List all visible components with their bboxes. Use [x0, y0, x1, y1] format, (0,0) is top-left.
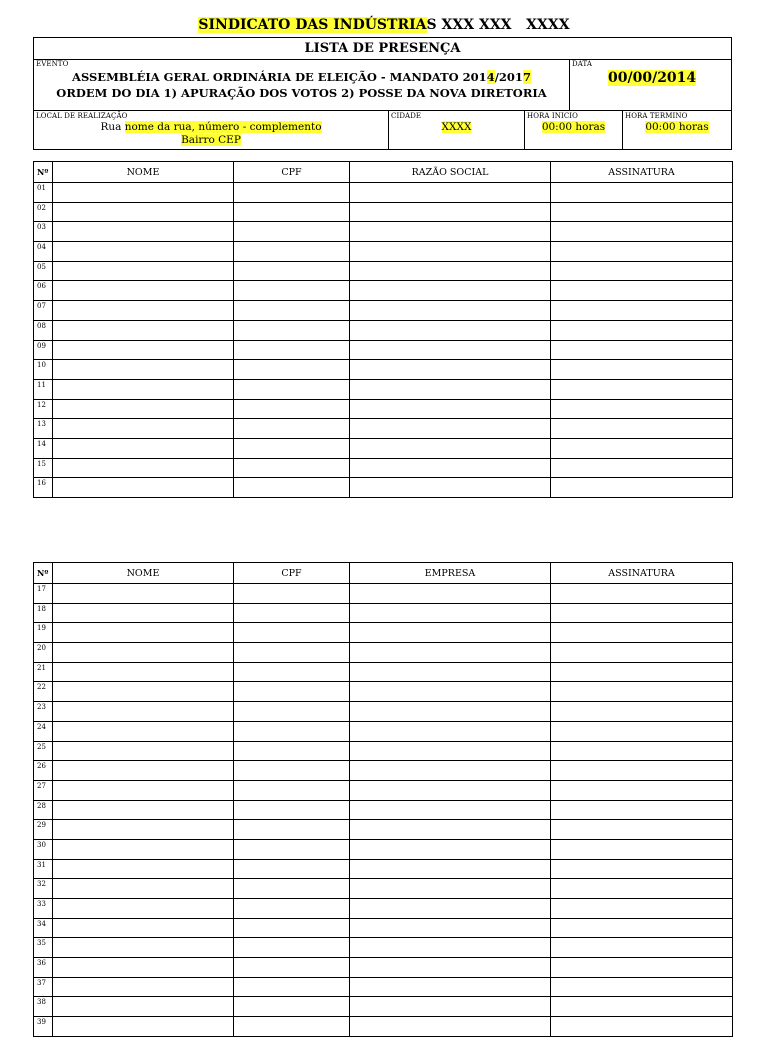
location-district	[34, 134, 388, 146]
table-row	[34, 938, 733, 958]
name-field[interactable]	[53, 438, 234, 458]
signature-field[interactable]	[551, 780, 733, 800]
signature-field[interactable]	[551, 478, 733, 498]
name-field[interactable]	[53, 997, 234, 1017]
company-field[interactable]	[350, 458, 551, 478]
signature-field[interactable]	[551, 301, 733, 321]
district-value: Bairro CEP	[181, 134, 241, 146]
company-field[interactable]	[350, 741, 551, 761]
event-label: EVENTO	[36, 60, 69, 68]
table-row	[34, 761, 733, 781]
cpf-field[interactable]	[234, 320, 350, 340]
row-number: 14	[34, 438, 53, 458]
cpf-field[interactable]	[234, 242, 350, 262]
signature-field[interactable]	[551, 438, 733, 458]
table-row	[34, 281, 733, 301]
cpf-field[interactable]	[234, 222, 350, 242]
name-field[interactable]	[53, 977, 234, 997]
signature-field[interactable]	[551, 997, 733, 1017]
cpf-field[interactable]	[234, 419, 350, 439]
signature-field[interactable]	[551, 202, 733, 222]
company-field[interactable]	[350, 261, 551, 281]
row-number: 02	[34, 202, 53, 222]
table-row	[34, 242, 733, 262]
start-time-wrap	[525, 121, 622, 133]
name-field[interactable]	[53, 183, 234, 203]
signature-field[interactable]	[551, 662, 733, 682]
table-row	[34, 584, 733, 604]
cpf-field[interactable]	[234, 800, 350, 820]
name-field[interactable]	[53, 682, 234, 702]
row-number: 05	[34, 261, 53, 281]
signature-field[interactable]	[551, 741, 733, 761]
row-number: 31	[34, 859, 53, 879]
cpf-field[interactable]	[234, 820, 350, 840]
company-field[interactable]	[350, 419, 551, 439]
name-field[interactable]	[53, 360, 234, 380]
row-number: 09	[34, 340, 53, 360]
signature-field[interactable]	[551, 859, 733, 879]
column-header-number: Nº	[34, 563, 53, 584]
name-field[interactable]	[53, 702, 234, 722]
cpf-field[interactable]	[234, 682, 350, 702]
event-cell	[34, 59, 570, 111]
name-field[interactable]	[53, 1017, 234, 1037]
signature-field[interactable]	[551, 242, 733, 262]
event-title-part2: /201	[494, 70, 523, 84]
signature-field[interactable]	[551, 761, 733, 781]
end-time-cell	[623, 111, 731, 149]
signature-field[interactable]	[551, 682, 733, 702]
street-prefix: Rua	[100, 121, 125, 133]
cpf-field[interactable]	[234, 340, 350, 360]
column-header-cpf: CPF	[234, 162, 350, 183]
company-field[interactable]	[350, 977, 551, 997]
cpf-field[interactable]	[234, 360, 350, 380]
table-row	[34, 859, 733, 879]
name-field[interactable]	[53, 222, 234, 242]
name-field[interactable]	[53, 281, 234, 301]
column-header-number: Nº	[34, 162, 53, 183]
table-row	[34, 202, 733, 222]
name-field[interactable]	[53, 301, 234, 321]
cpf-field[interactable]	[234, 879, 350, 899]
name-field[interactable]	[53, 340, 234, 360]
signature-field[interactable]	[551, 820, 733, 840]
company-field[interactable]	[350, 603, 551, 623]
table-row	[34, 721, 733, 741]
cpf-field[interactable]	[234, 958, 350, 978]
row-number: 25	[34, 741, 53, 761]
row-number: 34	[34, 918, 53, 938]
row-number: 36	[34, 958, 53, 978]
company-field[interactable]	[350, 379, 551, 399]
table-row	[34, 958, 733, 978]
location-label: LOCAL DE REALIZAÇÃO	[36, 112, 128, 120]
signature-field[interactable]	[551, 918, 733, 938]
title-highlighted: SINDICATO DAS INDÚSTRIA	[198, 17, 427, 33]
signature-field[interactable]	[551, 340, 733, 360]
table-row	[34, 360, 733, 380]
company-field[interactable]	[350, 820, 551, 840]
date-cell	[570, 59, 731, 111]
company-field[interactable]	[350, 222, 551, 242]
signature-field[interactable]	[551, 222, 733, 242]
cpf-field[interactable]	[234, 458, 350, 478]
name-field[interactable]	[53, 320, 234, 340]
signature-field[interactable]	[551, 399, 733, 419]
table-row	[34, 183, 733, 203]
table-row	[34, 478, 733, 498]
table-row	[34, 997, 733, 1017]
name-field[interactable]	[53, 458, 234, 478]
attendance-table-2	[33, 562, 733, 1037]
name-field[interactable]	[53, 478, 234, 498]
name-field[interactable]	[53, 899, 234, 919]
row-number: 13	[34, 419, 53, 439]
name-field[interactable]	[53, 721, 234, 741]
row-number: 06	[34, 281, 53, 301]
column-header-company: EMPRESA	[350, 563, 551, 584]
table-row	[34, 643, 733, 663]
signature-field[interactable]	[551, 839, 733, 859]
table-row	[34, 301, 733, 321]
table-row	[34, 977, 733, 997]
row-number: 03	[34, 222, 53, 242]
signature-field[interactable]	[551, 879, 733, 899]
name-field[interactable]	[53, 800, 234, 820]
cpf-field[interactable]	[234, 399, 350, 419]
cpf-field[interactable]	[234, 741, 350, 761]
signature-field[interactable]	[551, 702, 733, 722]
date-label: DATA	[572, 60, 593, 68]
name-field[interactable]	[53, 741, 234, 761]
row-number: 01	[34, 183, 53, 203]
cpf-field[interactable]	[234, 643, 350, 663]
city-wrap	[389, 121, 524, 133]
name-field[interactable]	[53, 780, 234, 800]
table-row	[34, 379, 733, 399]
column-header-signature: ASSINATURA	[551, 162, 733, 183]
name-field[interactable]	[53, 261, 234, 281]
date-value: 00/00/2014	[608, 70, 697, 86]
signature-field[interactable]	[551, 623, 733, 643]
end-time-value: 00:00 horas	[645, 121, 709, 133]
cpf-field[interactable]	[234, 623, 350, 643]
name-field[interactable]	[53, 643, 234, 663]
company-field[interactable]	[350, 761, 551, 781]
company-field[interactable]	[350, 958, 551, 978]
name-field[interactable]	[53, 820, 234, 840]
table-row	[34, 320, 733, 340]
row-number: 26	[34, 761, 53, 781]
signature-field[interactable]	[551, 419, 733, 439]
cpf-field[interactable]	[234, 702, 350, 722]
column-header-name: NOME	[53, 162, 234, 183]
signature-field[interactable]	[551, 643, 733, 663]
company-field[interactable]	[350, 584, 551, 604]
cpf-field[interactable]	[234, 584, 350, 604]
signature-field[interactable]	[551, 800, 733, 820]
name-field[interactable]	[53, 761, 234, 781]
company-field[interactable]	[350, 997, 551, 1017]
cpf-field[interactable]	[234, 721, 350, 741]
start-time-cell	[525, 111, 623, 149]
row-number: 23	[34, 702, 53, 722]
event-agenda: ORDEM DO DIA 1) APURAÇÃO DOS VOTOS 2) POSSE DA NOVA DIRETORIA	[56, 86, 547, 100]
company-field[interactable]	[350, 478, 551, 498]
signature-field[interactable]	[551, 1017, 733, 1037]
row-number: 27	[34, 780, 53, 800]
cpf-field[interactable]	[234, 899, 350, 919]
cpf-field[interactable]	[234, 183, 350, 203]
location-street	[34, 121, 388, 133]
row-number: 11	[34, 379, 53, 399]
header-box	[33, 37, 732, 150]
table-row	[34, 918, 733, 938]
company-field[interactable]	[350, 780, 551, 800]
table-header-row	[34, 162, 733, 183]
cpf-field[interactable]	[234, 379, 350, 399]
end-time-label: HORA TERMINO	[625, 112, 688, 120]
company-field[interactable]	[350, 301, 551, 321]
name-field[interactable]	[53, 859, 234, 879]
company-field[interactable]	[350, 682, 551, 702]
company-field[interactable]	[350, 1017, 551, 1037]
row-number: 15	[34, 458, 53, 478]
name-field[interactable]	[53, 958, 234, 978]
company-field[interactable]	[350, 721, 551, 741]
cpf-field[interactable]	[234, 780, 350, 800]
name-field[interactable]	[53, 242, 234, 262]
table-row	[34, 340, 733, 360]
cpf-field[interactable]	[234, 261, 350, 281]
table-row	[34, 438, 733, 458]
company-field[interactable]	[350, 399, 551, 419]
start-time-value: 00:00 horas	[541, 121, 606, 133]
table-row	[34, 899, 733, 919]
cpf-field[interactable]	[234, 1017, 350, 1037]
signature-field[interactable]	[551, 320, 733, 340]
event-title-hl1: 4	[486, 70, 495, 84]
table-row	[34, 1017, 733, 1037]
signature-field[interactable]	[551, 899, 733, 919]
row-number: 21	[34, 662, 53, 682]
row-number: 24	[34, 721, 53, 741]
signature-field[interactable]	[551, 261, 733, 281]
name-field[interactable]	[53, 938, 234, 958]
city-label: CIDADE	[391, 112, 422, 120]
cpf-field[interactable]	[234, 202, 350, 222]
company-field[interactable]	[350, 623, 551, 643]
row-number: 37	[34, 977, 53, 997]
company-field[interactable]	[350, 340, 551, 360]
table-row	[34, 800, 733, 820]
cpf-field[interactable]	[234, 839, 350, 859]
signature-field[interactable]	[551, 183, 733, 203]
signature-field[interactable]	[551, 360, 733, 380]
table-row	[34, 879, 733, 899]
company-field[interactable]	[350, 183, 551, 203]
table-row	[34, 222, 733, 242]
name-field[interactable]	[53, 399, 234, 419]
cpf-field[interactable]	[234, 478, 350, 498]
row-number: 10	[34, 360, 53, 380]
cpf-field[interactable]	[234, 977, 350, 997]
company-field[interactable]	[350, 938, 551, 958]
cpf-field[interactable]	[234, 859, 350, 879]
row-number: 22	[34, 682, 53, 702]
signature-field[interactable]	[551, 977, 733, 997]
row-number: 35	[34, 938, 53, 958]
cpf-field[interactable]	[234, 918, 350, 938]
table-row	[34, 662, 733, 682]
row-number: 39	[34, 1017, 53, 1037]
cpf-field[interactable]	[234, 438, 350, 458]
street-value: nome da rua, número - complemento	[124, 121, 322, 133]
column-header-cpf: CPF	[234, 563, 350, 584]
table-row	[34, 623, 733, 643]
row-number: 32	[34, 879, 53, 899]
company-field[interactable]	[350, 662, 551, 682]
table-row	[34, 458, 733, 478]
signature-field[interactable]	[551, 603, 733, 623]
column-header-company: RAZÃO SOCIAL	[350, 162, 551, 183]
name-field[interactable]	[53, 879, 234, 899]
company-field[interactable]	[350, 320, 551, 340]
company-field[interactable]	[350, 839, 551, 859]
table-header-row	[34, 563, 733, 584]
page-title	[0, 17, 768, 33]
company-field[interactable]	[350, 643, 551, 663]
signature-field[interactable]	[551, 281, 733, 301]
event-title-part1: ASSEMBLÉIA GERAL ORDINÁRIA DE ELEIÇÃO - MANDATO 201	[72, 70, 487, 84]
company-field[interactable]	[350, 242, 551, 262]
row-number: 17	[34, 584, 53, 604]
name-field[interactable]	[53, 603, 234, 623]
row-number: 12	[34, 399, 53, 419]
signature-field[interactable]	[551, 938, 733, 958]
city-cell	[389, 111, 525, 149]
company-field[interactable]	[350, 702, 551, 722]
company-field[interactable]	[350, 438, 551, 458]
cpf-field[interactable]	[234, 662, 350, 682]
name-field[interactable]	[53, 839, 234, 859]
event-title	[34, 70, 569, 84]
row-number: 19	[34, 623, 53, 643]
row-number: 28	[34, 800, 53, 820]
attendance-table-1	[33, 161, 733, 498]
table-row	[34, 603, 733, 623]
table-row	[34, 780, 733, 800]
name-field[interactable]	[53, 584, 234, 604]
company-field[interactable]	[350, 360, 551, 380]
company-field[interactable]	[350, 899, 551, 919]
cpf-field[interactable]	[234, 603, 350, 623]
name-field[interactable]	[53, 202, 234, 222]
cpf-field[interactable]	[234, 281, 350, 301]
table-row	[34, 839, 733, 859]
row-number: 30	[34, 839, 53, 859]
company-field[interactable]	[350, 281, 551, 301]
row-number: 33	[34, 899, 53, 919]
table-row	[34, 741, 733, 761]
event-title-hl2: 7	[522, 70, 531, 84]
row-number: 18	[34, 603, 53, 623]
name-field[interactable]	[53, 623, 234, 643]
signature-field[interactable]	[551, 379, 733, 399]
start-time-label: HORA INICIO	[527, 112, 579, 120]
end-time-wrap	[623, 121, 731, 133]
table-row	[34, 399, 733, 419]
row-number: 38	[34, 997, 53, 1017]
company-field[interactable]	[350, 800, 551, 820]
signature-field[interactable]	[551, 721, 733, 741]
company-field[interactable]	[350, 918, 551, 938]
table-row	[34, 702, 733, 722]
cpf-field[interactable]	[234, 761, 350, 781]
cpf-field[interactable]	[234, 997, 350, 1017]
signature-field[interactable]	[551, 958, 733, 978]
table-row	[34, 682, 733, 702]
title-rest: S XXX XXX XXXX	[426, 17, 570, 33]
column-header-signature: ASSINATURA	[551, 563, 733, 584]
row-number: 08	[34, 320, 53, 340]
city-value: XXXX	[441, 121, 472, 133]
row-number: 29	[34, 820, 53, 840]
company-field[interactable]	[350, 859, 551, 879]
company-field[interactable]	[350, 202, 551, 222]
cpf-field[interactable]	[234, 301, 350, 321]
table-row	[34, 419, 733, 439]
table-row	[34, 820, 733, 840]
name-field[interactable]	[53, 419, 234, 439]
column-header-name: NOME	[53, 563, 234, 584]
list-title: LISTA DE PRESENÇA	[34, 38, 731, 60]
company-field[interactable]	[350, 879, 551, 899]
row-number: 20	[34, 643, 53, 663]
location-cell	[34, 111, 389, 149]
row-number: 16	[34, 478, 53, 498]
cpf-field[interactable]	[234, 938, 350, 958]
table-row	[34, 261, 733, 281]
row-number: 07	[34, 301, 53, 321]
name-field[interactable]	[53, 662, 234, 682]
signature-field[interactable]	[551, 458, 733, 478]
name-field[interactable]	[53, 379, 234, 399]
row-number: 04	[34, 242, 53, 262]
name-field[interactable]	[53, 918, 234, 938]
signature-field[interactable]	[551, 584, 733, 604]
